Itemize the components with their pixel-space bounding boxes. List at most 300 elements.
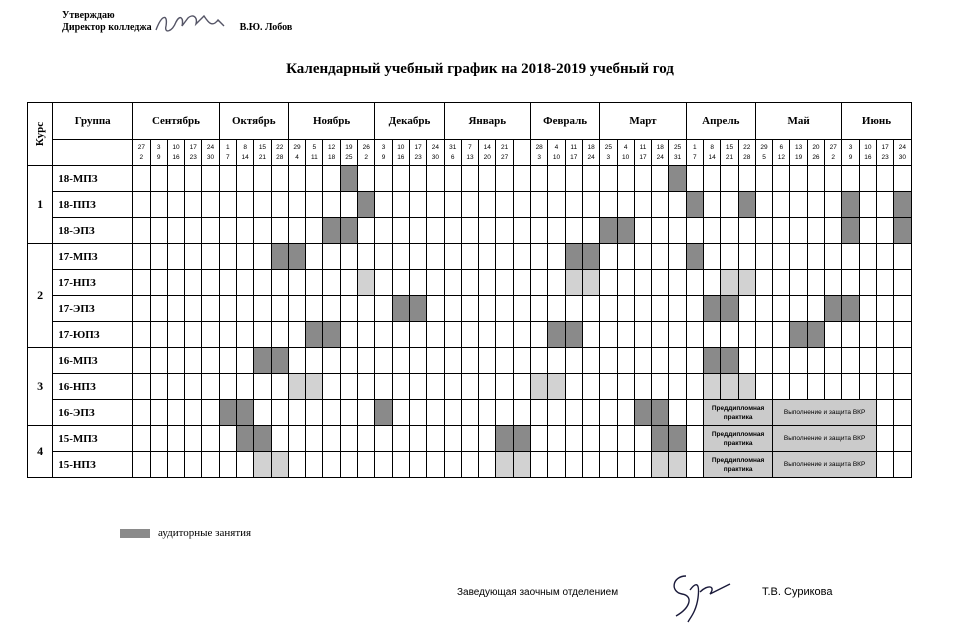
week-cell [288, 426, 305, 452]
week-cell [513, 348, 530, 374]
week-cell [219, 192, 236, 218]
week-cell [686, 218, 703, 244]
week-cell [167, 322, 184, 348]
class-week-cell [513, 452, 530, 478]
week-cell [306, 244, 323, 270]
week-cell [894, 166, 911, 192]
week-end: 30 [431, 153, 440, 161]
week-cell [236, 348, 253, 374]
week-cell [392, 452, 409, 478]
week-end: 14 [708, 153, 716, 161]
week-cell [444, 218, 461, 244]
page-title: Календарный учебный график на 2018-2019 учебный год [286, 61, 674, 77]
week-start: 10 [397, 143, 405, 151]
week-dates [652, 140, 669, 166]
group-name: 18-МПЗ [53, 166, 133, 192]
course-number: 2 [28, 244, 53, 348]
week-cell [288, 322, 305, 348]
week-cell [704, 322, 721, 348]
legend-swatch [120, 529, 150, 538]
week-cell [409, 348, 426, 374]
week-dates [427, 140, 444, 166]
week-cell [288, 166, 305, 192]
week-cell [340, 244, 357, 270]
class-week-cell [790, 322, 807, 348]
week-cell [133, 452, 150, 478]
week-end: 2 [831, 153, 836, 161]
week-cell [219, 426, 236, 452]
month-header: Декабрь [375, 103, 444, 140]
week-cell [288, 218, 305, 244]
week-start: 1 [693, 143, 697, 151]
week-cell [150, 348, 167, 374]
week-cell [358, 166, 375, 192]
group-row [28, 452, 912, 478]
week-end: 19 [795, 153, 803, 161]
class-week-cell [721, 348, 738, 374]
class-week-cell [496, 452, 513, 478]
week-cell [755, 218, 772, 244]
week-cell [634, 322, 651, 348]
week-cell [686, 400, 703, 426]
week-dates [271, 140, 288, 166]
week-cell [375, 374, 392, 400]
week-end: 10 [622, 153, 630, 161]
director-line [62, 22, 292, 34]
week-cell [306, 296, 323, 322]
week-cell [755, 374, 772, 400]
week-cell [617, 270, 634, 296]
class-week-cell [652, 400, 669, 426]
week-cell [548, 218, 565, 244]
week-cell [375, 244, 392, 270]
week-cell [185, 400, 202, 426]
week-end: 31 [673, 153, 682, 161]
week-dates [773, 140, 790, 166]
week-cell [479, 426, 496, 452]
class-week-cell [254, 348, 271, 374]
week-cell [669, 322, 686, 348]
week-cell [219, 452, 236, 478]
week-cell [409, 322, 426, 348]
week-cell [721, 192, 738, 218]
week-cell [479, 296, 496, 322]
week-cell [617, 374, 634, 400]
week-start: 29 [293, 143, 301, 151]
department-head-name: Т.В. Сурикова [762, 586, 833, 598]
week-dates [548, 140, 565, 166]
week-cell [133, 218, 150, 244]
week-cell [167, 218, 184, 244]
week-end: 26 [812, 153, 820, 161]
week-cell [565, 426, 582, 452]
week-cell [652, 192, 669, 218]
week-cell [531, 192, 548, 218]
week-end: 21 [725, 153, 734, 161]
week-cell [807, 166, 824, 192]
week-cell [704, 218, 721, 244]
column-header-course [28, 103, 53, 166]
week-cell [617, 244, 634, 270]
week-end: 17 [570, 153, 578, 161]
week-cell [548, 296, 565, 322]
week-cell [704, 270, 721, 296]
course-number: 3 [28, 348, 53, 426]
week-cell [323, 452, 340, 478]
week-cell [236, 192, 253, 218]
week-cell [790, 374, 807, 400]
class-week-cell [842, 218, 859, 244]
week-end: 9 [156, 153, 161, 161]
week-cell [582, 166, 599, 192]
week-cell [894, 348, 911, 374]
week-cell [582, 296, 599, 322]
class-week-cell [738, 270, 755, 296]
week-dates [565, 140, 582, 166]
week-cell [167, 348, 184, 374]
week-cell [427, 426, 444, 452]
week-cell [876, 296, 893, 322]
week-cell [876, 426, 893, 452]
week-cell [600, 400, 617, 426]
week-cell [652, 166, 669, 192]
class-week-cell [686, 192, 703, 218]
week-cell [358, 244, 375, 270]
week-start: 26 [362, 143, 370, 151]
week-cell [427, 296, 444, 322]
week-cell [634, 348, 651, 374]
week-cell [600, 348, 617, 374]
week-dates [600, 140, 617, 166]
week-cell [531, 348, 548, 374]
week-cell [582, 452, 599, 478]
week-cell [859, 166, 876, 192]
class-week-cell [236, 400, 253, 426]
week-cell [704, 244, 721, 270]
week-start: 13 [795, 143, 803, 151]
week-cell [582, 348, 599, 374]
class-week-cell [807, 322, 824, 348]
thesis-defense-cell: Выполнение и защита ВКР [773, 426, 877, 452]
group-name: 17-ЭПЗ [53, 296, 133, 322]
week-cell [444, 348, 461, 374]
week-cell [652, 322, 669, 348]
week-cell [634, 270, 651, 296]
week-cell [219, 218, 236, 244]
week-cell [825, 218, 842, 244]
week-cell [185, 218, 202, 244]
class-week-cell [340, 218, 357, 244]
week-end: 10 [552, 153, 561, 161]
week-cell [150, 374, 167, 400]
week-cell [358, 218, 375, 244]
week-end: 13 [466, 153, 474, 161]
week-cell [548, 166, 565, 192]
week-cell [859, 218, 876, 244]
week-cell [790, 244, 807, 270]
week-cell [755, 296, 772, 322]
class-week-cell [600, 218, 617, 244]
class-week-cell [894, 192, 911, 218]
week-start: 24 [206, 143, 215, 151]
week-cell [254, 218, 271, 244]
group-name: 16-МПЗ [53, 348, 133, 374]
week-cell [894, 270, 911, 296]
week-cell [271, 192, 288, 218]
week-start: 17 [189, 143, 197, 151]
week-cell [513, 374, 530, 400]
week-end: 28 [743, 153, 751, 161]
week-cell [894, 426, 911, 452]
week-cell [133, 348, 150, 374]
week-cell [167, 270, 184, 296]
week-dates [531, 140, 548, 166]
week-cell [271, 166, 288, 192]
class-week-cell [842, 296, 859, 322]
week-start: 25 [673, 143, 682, 151]
course-number: 1 [28, 166, 53, 244]
week-cell [669, 400, 686, 426]
week-cell [202, 218, 219, 244]
week-cell [600, 166, 617, 192]
class-week-cell [652, 452, 669, 478]
week-cell [825, 270, 842, 296]
week-cell [807, 192, 824, 218]
week-cell [150, 400, 167, 426]
week-cell [375, 426, 392, 452]
week-cell [254, 296, 271, 322]
week-dates [340, 140, 357, 166]
week-cell [825, 374, 842, 400]
week-cell [773, 270, 790, 296]
week-cell [600, 322, 617, 348]
week-cell [600, 244, 617, 270]
week-cell [669, 296, 686, 322]
week-cell [755, 348, 772, 374]
week-dates [634, 140, 651, 166]
class-week-cell [825, 296, 842, 322]
week-start: 20 [812, 143, 820, 151]
week-cell [409, 400, 426, 426]
group-row [28, 192, 912, 218]
group-name: 17-МПЗ [53, 244, 133, 270]
course-number: 4 [28, 426, 53, 478]
class-week-cell [565, 322, 582, 348]
week-cell [807, 374, 824, 400]
week-cell [773, 192, 790, 218]
week-start: 24 [898, 143, 907, 151]
week-cell [427, 374, 444, 400]
week-cell [790, 192, 807, 218]
week-cell [600, 374, 617, 400]
week-end: 9 [848, 153, 853, 161]
class-week-cell [669, 426, 686, 452]
week-start: 5 [312, 143, 317, 151]
week-cell [375, 348, 392, 374]
week-cell [669, 192, 686, 218]
week-cell [582, 374, 599, 400]
week-cell [634, 374, 651, 400]
week-end: 5 [762, 153, 766, 161]
week-cell [479, 374, 496, 400]
week-start: 14 [483, 143, 491, 151]
week-cell [721, 322, 738, 348]
week-cell [859, 322, 876, 348]
week-cell [461, 244, 478, 270]
week-start: 17 [881, 143, 889, 151]
week-cell [236, 270, 253, 296]
group-row [28, 166, 912, 192]
thesis-defense-cell: Выполнение и защита ВКР [773, 452, 877, 478]
schedule-grid [27, 102, 912, 478]
week-cell [461, 348, 478, 374]
week-cell [358, 374, 375, 400]
week-cell [392, 322, 409, 348]
week-cell [876, 374, 893, 400]
week-cell [306, 166, 323, 192]
week-cell [686, 270, 703, 296]
class-week-cell [392, 296, 409, 322]
week-cell [254, 322, 271, 348]
week-cell [202, 452, 219, 478]
week-start: 3 [381, 143, 386, 151]
week-dates [582, 140, 599, 166]
week-cell [531, 452, 548, 478]
week-end: 7 [693, 153, 697, 161]
week-cell [496, 166, 513, 192]
week-cell [340, 400, 357, 426]
class-week-cell [565, 270, 582, 296]
week-start: 18 [656, 143, 664, 151]
week-cell [686, 426, 703, 452]
group-row [28, 296, 912, 322]
week-cell [531, 166, 548, 192]
week-cell [496, 244, 513, 270]
week-end: 20 [483, 153, 491, 161]
week-cell [358, 452, 375, 478]
week-cell [496, 192, 513, 218]
class-week-cell [704, 374, 721, 400]
week-cell [738, 322, 755, 348]
week-cell [323, 270, 340, 296]
week-cell [358, 296, 375, 322]
week-cell [842, 244, 859, 270]
week-cell [409, 166, 426, 192]
week-cell [479, 348, 496, 374]
class-week-cell [531, 374, 548, 400]
week-end: 16 [864, 153, 872, 161]
week-cell [842, 166, 859, 192]
class-week-cell [358, 192, 375, 218]
week-dates [721, 140, 738, 166]
week-cell [790, 166, 807, 192]
week-cell [773, 296, 790, 322]
week-cell [340, 270, 357, 296]
week-cell [150, 322, 167, 348]
week-cell [773, 322, 790, 348]
week-end: 18 [328, 153, 336, 161]
group-name: 18-ЭПЗ [53, 218, 133, 244]
week-cell [669, 218, 686, 244]
week-cell [150, 244, 167, 270]
week-cell [876, 348, 893, 374]
week-cell [150, 166, 167, 192]
week-cell [340, 348, 357, 374]
week-cell [876, 218, 893, 244]
week-cell [306, 426, 323, 452]
group-row [28, 270, 912, 296]
week-cell [133, 244, 150, 270]
schedule-table [27, 102, 912, 478]
week-cell [375, 192, 392, 218]
week-dates [133, 140, 150, 166]
week-cell [409, 244, 426, 270]
week-cell [358, 400, 375, 426]
week-start: 11 [639, 143, 647, 151]
week-cell [755, 166, 772, 192]
week-dates [323, 140, 340, 166]
week-dates [790, 140, 807, 166]
month-header: Март [600, 103, 686, 140]
week-cell [271, 400, 288, 426]
week-cell [582, 426, 599, 452]
week-cell [323, 426, 340, 452]
week-cell [461, 166, 478, 192]
week-cell [323, 192, 340, 218]
week-end: 11 [310, 153, 318, 161]
week-end: 9 [381, 153, 386, 161]
week-cell [876, 270, 893, 296]
class-week-cell [409, 296, 426, 322]
week-cell [617, 348, 634, 374]
week-cell [859, 270, 876, 296]
week-start: 4 [554, 143, 559, 151]
week-dates [669, 140, 686, 166]
week-cell [634, 218, 651, 244]
class-week-cell [271, 244, 288, 270]
week-cell [825, 322, 842, 348]
week-cell [392, 348, 409, 374]
week-cell [876, 322, 893, 348]
week-start: 31 [449, 143, 457, 151]
week-cell [894, 374, 911, 400]
week-start: 28 [535, 143, 543, 151]
week-dates [254, 140, 271, 166]
week-cell [825, 348, 842, 374]
week-cell [634, 166, 651, 192]
week-cell [686, 452, 703, 478]
week-end: 30 [898, 153, 907, 161]
group-name: 15-МПЗ [53, 426, 133, 452]
week-cell [773, 374, 790, 400]
week-start: 29 [760, 143, 768, 151]
class-week-cell [669, 452, 686, 478]
week-cell [185, 192, 202, 218]
week-cell [652, 296, 669, 322]
week-dates [894, 140, 911, 166]
week-cell [133, 192, 150, 218]
week-cell [444, 374, 461, 400]
class-week-cell [358, 270, 375, 296]
week-cell [236, 322, 253, 348]
pre-diploma-practice-cell: Преддипломная практика [704, 400, 773, 426]
week-cell [271, 322, 288, 348]
week-cell [427, 192, 444, 218]
week-cell [565, 348, 582, 374]
week-cell [669, 270, 686, 296]
week-cell [807, 296, 824, 322]
week-cell [409, 192, 426, 218]
